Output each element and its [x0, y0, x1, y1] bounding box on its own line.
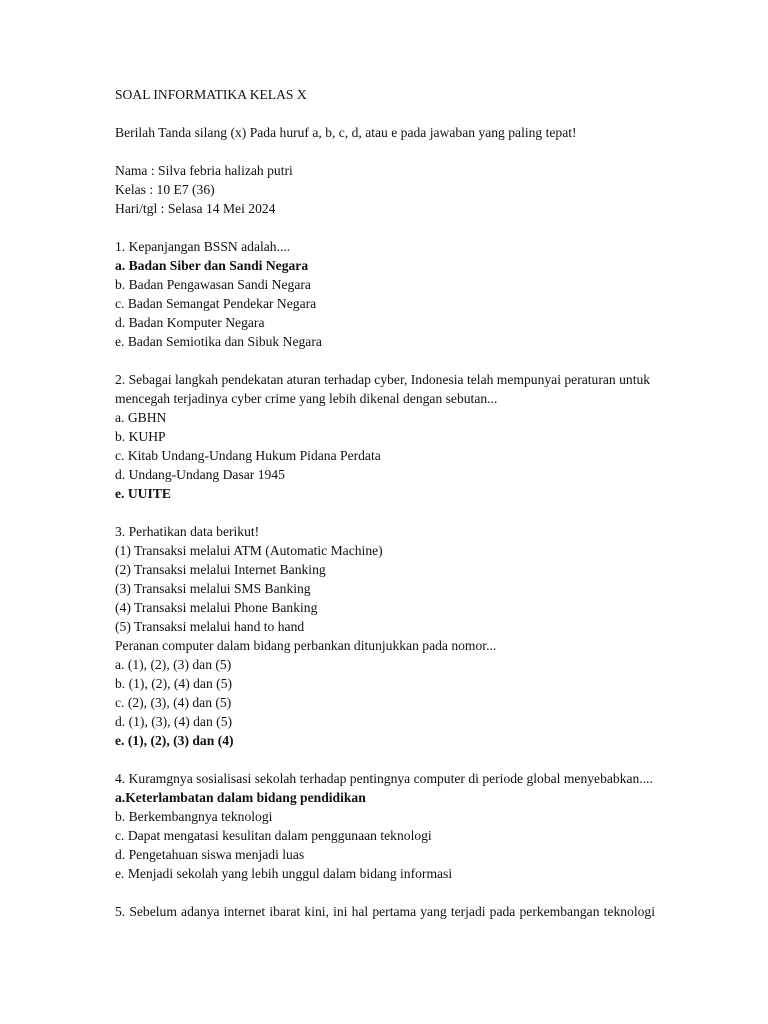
data-item-3: (3) Transaksi melalui SMS Banking [115, 581, 311, 596]
student-identity [115, 161, 655, 218]
option-c: c. Dapat mengatasi kesulitan dalam penggunaan teknologi [115, 828, 432, 843]
question-text-line-1: 2. Sebagai langkah pendekatan aturan terhadap cyber, Indonesia telah mempunyai peraturan untuk [115, 372, 651, 387]
spacer [115, 218, 655, 237]
spacer [115, 142, 655, 161]
option-d: d. Undang-Undang Dasar 1945 [115, 467, 285, 482]
question-5 [115, 902, 655, 921]
exam-date: Hari/tgl : Selasa 14 Mei 2024 [115, 201, 276, 216]
option-e: e. Menjadi sekolah yang lebih unggul dalam bidang informasi [115, 866, 453, 881]
option-a: a. GBHN [115, 410, 167, 425]
option-e-answer: e. (1), (2), (3) dan (4) [115, 733, 234, 748]
option-c: c. Kitab Undang-Undang Hukum Pidana Perdata [115, 448, 381, 463]
instruction-text: Berilah Tanda silang (x) Pada huruf a, b, c, d, atau e pada jawaban yang paling tepat! [115, 125, 577, 140]
spacer [115, 104, 655, 123]
spacer [115, 750, 655, 769]
option-a: a. (1), (2), (3) dan (5) [115, 657, 232, 672]
question-2 [115, 370, 655, 503]
question-text-line-2: mencegah terjadinya cyber crime yang lebih dikenal dengan sebutan... [115, 391, 498, 406]
question-prompt: Peranan computer dalam bidang perbankan ditunjukkan pada nomor... [115, 638, 497, 653]
question-text: 3. Perhatikan data berikut! [115, 524, 260, 539]
document-title: SOAL INFORMATIKA KELAS X [115, 87, 307, 102]
option-b: b. (1), (2), (4) dan (5) [115, 676, 233, 691]
student-name: Nama : Silva febria halizah putri [115, 163, 293, 178]
option-b: b. KUHP [115, 429, 166, 444]
option-c: c. (2), (3), (4) dan (5) [115, 695, 232, 710]
option-c: c. Badan Semangat Pendekar Negara [115, 296, 317, 311]
option-d: d. Badan Komputer Negara [115, 315, 265, 330]
question-1 [115, 237, 655, 351]
data-item-2: (2) Transaksi melalui Internet Banking [115, 562, 326, 577]
spacer [115, 883, 655, 902]
question-text: 1. Kepanjangan BSSN adalah.... [115, 239, 291, 254]
question-text: 4. Kuramgnya sosialisasi sekolah terhadap pentingnya computer di periode global menyebabkan.... [115, 771, 653, 786]
question-3 [115, 522, 655, 750]
option-b: b. Badan Pengawasan Sandi Negara [115, 277, 311, 292]
document-body [115, 85, 655, 921]
option-a-answer: a. Badan Siber dan Sandi Negara [115, 258, 309, 273]
data-item-5: (5) Transaksi melalui hand to hand [115, 619, 305, 634]
option-d: d. (1), (3), (4) dan (5) [115, 714, 233, 729]
option-b: b. Berkembangnya teknologi [115, 809, 273, 824]
data-item-1: (1) Transaksi melalui ATM (Automatic Machine) [115, 543, 383, 558]
option-e: e. Badan Semiotika dan Sibuk Negara [115, 334, 322, 349]
question-text: 5. Sebelum adanya internet ibarat kini, ini hal pertama yang terjadi pada perkembangan teknologi [115, 904, 655, 919]
question-4 [115, 769, 655, 883]
spacer [115, 351, 655, 370]
student-class: Kelas : 10 E7 (36) [115, 182, 215, 197]
spacer [115, 503, 655, 522]
data-item-4: (4) Transaksi melalui Phone Banking [115, 600, 318, 615]
option-e-answer: e. UUITE [115, 486, 171, 501]
option-d: d. Pengetahuan siswa menjadi luas [115, 847, 305, 862]
option-a-answer: a.Keterlambatan dalam bidang pendidikan [115, 790, 366, 805]
